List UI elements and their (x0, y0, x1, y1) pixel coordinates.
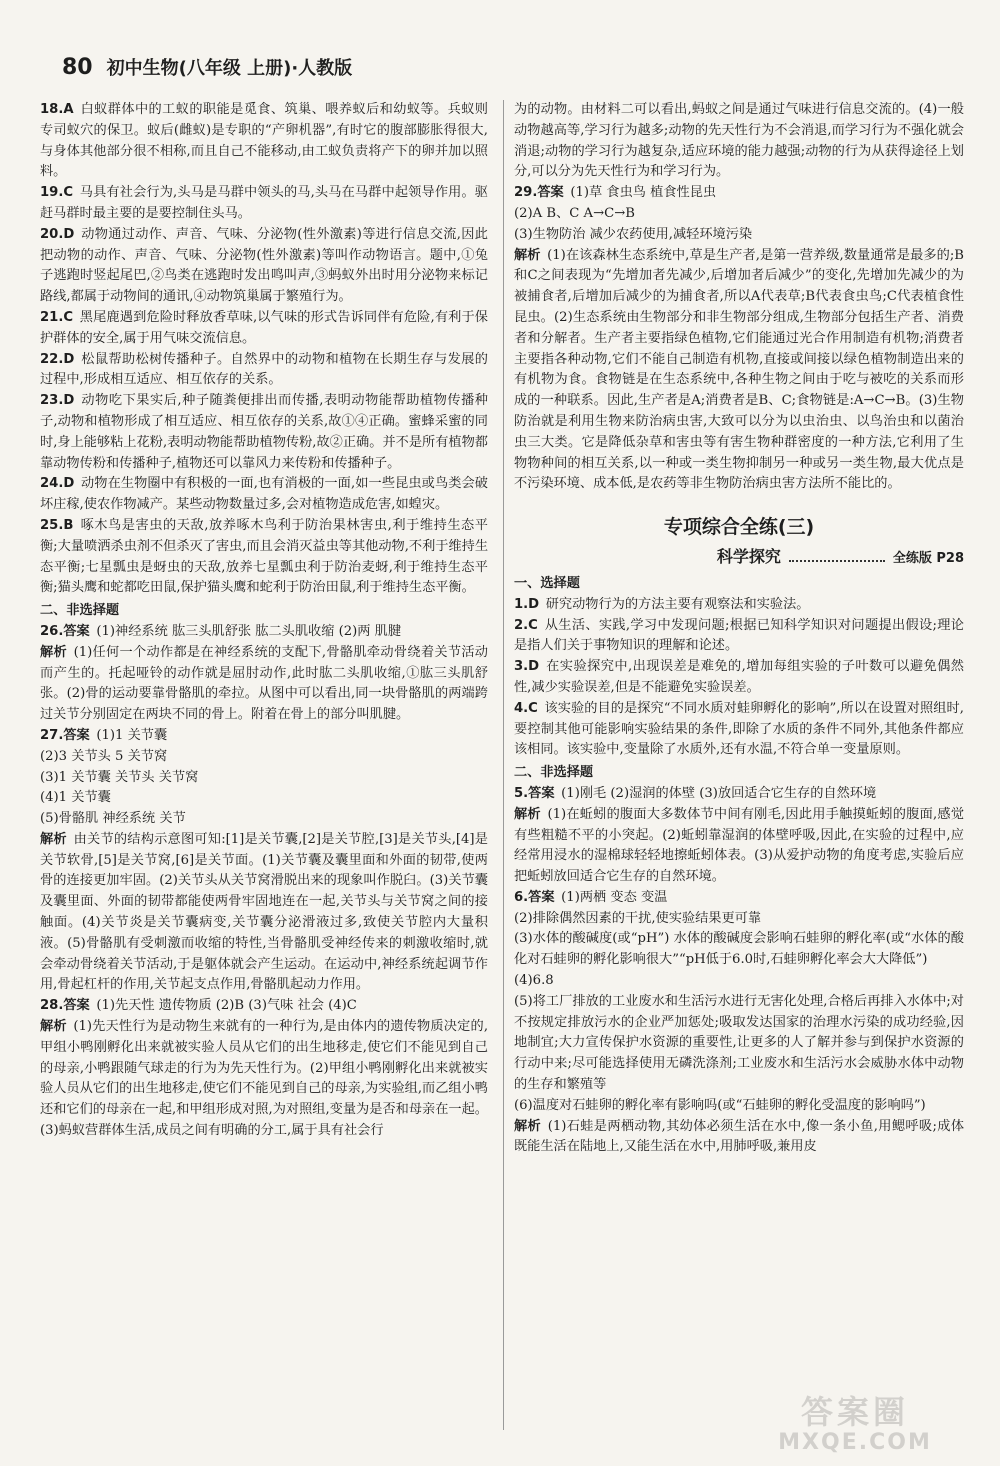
answer-number: 解析 (514, 247, 541, 263)
answer-text: (5)将工厂排放的工业废水和生活污水进行无害化处理,合格后再排入水体中;对不按规定排放污水的企业严加惩处;吸取发达国家的治理水污染的成功经验,因地制宜;大力宣传保护水资源的重要性,让更多的人了解并参与到保护水资源的行动中来;尽可能选择使用无磷洗涤剂;工业废水和生活污水会威胁水体中动物的生存和繁殖等 (514, 993, 964, 1093)
answer-paragraph (40, 1017, 488, 1142)
answer-text: 在实验探究中,出现误差是难免的,增加每组实验的子叶数可以避免偶然性,减少实验误差,但是不能避免实验误差。 (514, 659, 964, 695)
special-practice-title: 专项综合全练(三) (663, 516, 815, 539)
answer-text: 研究动物行为的方法主要有观察法和实验法。 (545, 596, 810, 612)
page-reference: 全练版 P28 (892, 551, 964, 567)
answer-paragraph (40, 643, 488, 726)
answer-text: 松鼠帮助松树传播种子。自然界中的动物和植物在长期生存与发展的过程中,形成相互适应、相互依存的关系。 (40, 351, 488, 388)
answer-text: (1)1 关节囊 (96, 727, 168, 743)
answer-text: (1)神经系统 肱三头肌舒张 肱二头肌收缩 (2)两 肌腱 (96, 623, 402, 639)
answer-text: (1)先天性 遗传物质 (2)B (3)气味 社会 (4)C (96, 998, 357, 1014)
answer-paragraph (40, 516, 488, 599)
answer-paragraph (514, 657, 964, 699)
answer-number: 18.A (40, 102, 74, 117)
site-watermark-logo (720, 1394, 990, 1460)
answer-number: 解析 (514, 806, 541, 822)
section-heading: 一、选择题 (514, 575, 580, 591)
answer-text: (1)草 食虫鸟 植食性昆虫 (570, 185, 717, 201)
answer-number: 5.答案 (514, 785, 555, 801)
running-title: 初中生物(八年级 上册)·人教版 (106, 58, 353, 79)
answer-text: 白蚁群体中的工蚁的职能是觅食、筑巢、喂养蚁后和幼蚁等。兵蚁则专司蚁穴的保卫。蚁后(雌蚁)是专职的“产卵机器”,有时它的腹部膨胀得很大,与身体其他部分很不相称,而且自己不能移动,由工蚁负责将产下的卵并加以照料。 (40, 102, 488, 180)
answer-paragraph (514, 100, 964, 183)
answer-paragraph (514, 183, 964, 204)
answer-paragraph (514, 616, 964, 658)
answer-paragraph (514, 699, 964, 761)
answer-number: 21.C (40, 309, 74, 325)
answer-paragraph (514, 784, 964, 805)
answer-paragraph (514, 246, 964, 496)
answer-text: (1)任何一个动作都是在神经系统的支配下,骨骼肌牵动骨绕着关节活动而产生的。托起哑铃的动作就是屈肘动作,此时肱二头肌收缩,①肱三头肌舒张。(2)骨的运动要靠骨骼肌的牵拉。从图中可以看出,同一块骨骼肌的两端跨过关节分别固定在两块不同的骨上。附着在骨上的部分叫肌腱。 (40, 644, 488, 723)
answer-number: 27.答案 (40, 727, 90, 743)
answer-text: 马具有社会行为,头马是马群中领头的马,头马在马群中起领导作用。驱赶马群时最主要的是要控制住头马。 (40, 185, 488, 221)
answer-paragraph (40, 809, 488, 830)
answer-number: 1.D (514, 596, 540, 612)
answer-paragraph (40, 391, 488, 474)
page-header (62, 54, 960, 90)
answer-paragraph (40, 225, 488, 308)
answer-paragraph (40, 830, 488, 996)
answer-number: 4.C (514, 700, 538, 716)
answer-text: (1)石蛙是两栖动物,其幼体必须生活在水中,像一条小鱼,用鳃呼吸;成体既能生活在陆地上,又能生活在水中,用肺呼吸,兼用皮 (514, 1118, 965, 1155)
answer-paragraph (514, 595, 964, 616)
answer-paragraph (40, 726, 488, 747)
left-column (40, 100, 488, 1142)
answer-text: (2)A B、C A→C→B (514, 205, 635, 221)
answer-paragraph (514, 992, 964, 1096)
answer-paragraph (514, 888, 964, 909)
answer-text: 动物通过动作、声音、气味、分泌物(性外激素)等进行信息交流,因此把动物的动作、声音、气味、分泌物(性外激素)等叫作动物语言。题中,①兔子逃跑时竖起尾巴,②鸟类在逃跑时发出鸣叫声,③蚂蚁外出时用分泌物来标记路线,都属于动物间的通讯,④动物筑巢属于繁殖行为。 (40, 226, 488, 305)
answer-number: 26.答案 (40, 623, 90, 639)
answer-paragraph (40, 788, 488, 809)
watermark-line-2: MXQE.COM (778, 1430, 932, 1455)
answer-paragraph (40, 622, 488, 643)
answer-number: 23.D (40, 393, 75, 409)
subsection-heading-row (514, 547, 964, 570)
answer-text: (6)温度对石蛙卵的孵化率有影响吗(或“石蛙卵的孵化受温度的影响吗”) (514, 1097, 926, 1113)
answer-number: 2.C (514, 617, 538, 633)
answer-paragraph (514, 1117, 964, 1159)
answer-text: (1)在蚯蚓的腹面大多数体节中间有刚毛,因此用手触摸蚯蚓的腹面,感觉有些粗糙不平的小突起。(2)蚯蚓靠湿润的体壁呼吸,因此,在实验的过程中,应经常用浸水的湿棉球轻轻地擦蚯蚓体表。(3)从爱护动物的角度考虑,实验后应把蚯蚓放回适合它生存的自然环境。 (514, 806, 965, 885)
answer-number: 6.答案 (514, 889, 555, 905)
answer-text: (5)骨骼肌 神经系统 关节 (40, 811, 186, 827)
answer-text: 从生活、实践,学习中发现问题;根据已知科学知识对问题提出假设;理论是指人们关于事物知识的理解和论述。 (514, 617, 964, 654)
answer-number: 解析 (40, 831, 67, 847)
watermark-line-1: 答案圈 (800, 1393, 909, 1431)
answer-text: 啄木鸟是害虫的天敌,放养啄木鸟利于防治果林害虫,利于维持生态平衡;大量喷洒杀虫剂不但杀灭了害虫,而且会消灭益虫等其他动物,不利于维持生态平衡;七星瓢虫是蚜虫的天敌,放养七星瓢虫利于防治麦蚜,利于维持生态平衡;猫头鹰和蛇都吃田鼠,保护猫头鹰和蛇利于防治田鼠,利于维持生态平衡。 (40, 517, 489, 596)
answer-text: (4)1 关节囊 (40, 790, 111, 806)
answer-text: 该实验的目的是探究“不同水质对蛙卵孵化的影响”,所以在设置对照组时,要控制其他可能影响实验结果的条件,即除了水质的条件不同外,其他条件都应该相同。该实验中,变量除了水质外,还有水温,不符合单一变量原则。 (514, 700, 964, 758)
answer-number: 19.C (40, 185, 74, 201)
answer-text: (1)刚毛 (2)湿润的体壁 (3)放回适合它生存的自然环境 (561, 785, 877, 801)
answer-text: (3)生物防治 减少农药使用,减轻环境污染 (514, 226, 753, 242)
answer-number: 25.B (40, 517, 74, 533)
answer-number: 28.答案 (40, 998, 90, 1014)
answer-number: 3.D (514, 659, 540, 675)
answer-paragraph (40, 350, 488, 392)
dotted-leader (789, 548, 885, 562)
answer-text: (1)先天性行为是动物生来就有的一种行为,是由体内的遗传物质决定的,甲组小鸭刚孵化出来就被实验人员从它们的出生地移走,使它们不能见到自己的母亲,小鸭跟随气球走的行为为先天性行为。(2)甲组小鸭刚孵化出来就被实验人员从它们的出生地移走,使它们不能见到自己的母亲,为实验组,而乙组小鸭还和它们的母亲在一起,和甲组形成对照,为对照组,变量为是否和母亲在一起。(3)蚂蚁营群体生活,成员之间有明确的分工,属于具有社会行 (40, 1019, 489, 1139)
answer-paragraph (40, 474, 488, 516)
answer-text: 为的动物。由材料二可以看出,蚂蚁之间是通过气味进行信息交流的。(4)一般动物越高等,学习行为越多;动物的先天性行为不会消退,而学习行为不强化就会消退;动物的学习行为越复杂,适应环境的能力越强;动物的行为从获得途径上划分,可以分为先天性行为和学习行为。 (514, 102, 964, 180)
answer-paragraph (514, 204, 964, 225)
answer-text: (3)1 关节囊 关节头 关节窝 (40, 769, 199, 785)
answer-text: (1)在该森林生态系统中,草是生产者,是第一营养级,数量通常是最多的;B和C之间表现为“先增加者先减少,后增加者后减少”的变化,先增加先减少的为被捕食者,后增加后减少的为捕食者,所以A代表草;B代表食虫鸟;C代表植食性昆虫。(2)生态系统由生物部分和非生物部分组成,生物部分包括生产者、消费者和分解者。生产者主要指绿色植物,它们能通过光合作用制造有机物;消费者主要指各种动物,它们不能自己制造有机物,直接或间接以绿色植物制造出来的有机物为食。食物链是在生态系统中,各种生物之间由于吃与被吃的关系而形成的一种联系。因此,生产者是A;消费者是B、C;食物链是:A→C→B。(3)生物防治就是利用生物来防治病虫害,大致可以分为以虫治虫、以鸟治虫和以菌治虫三大类。它是降低杂草和害虫等有害生物种群密度的一种方法,它利用了生物物种间的相互关系,以一种或一类生物抑制另一种或另一类生物,最大优点是不污染环境、成本低,是农药等非生物防治病虫害方法所不能比的。 (514, 247, 964, 492)
answer-number: 24.D (40, 476, 75, 492)
answer-paragraph (40, 996, 488, 1017)
answer-paragraph (514, 929, 964, 971)
answer-paragraph (514, 909, 964, 930)
section-heading: 二、非选择题 (40, 603, 120, 619)
answer-paragraph (514, 225, 964, 246)
answer-number: 解析 (40, 644, 67, 660)
answer-text: 动物在生物圈中有积极的一面,也有消极的一面,如一些昆虫或鸟类会破坏庄稼,使农作物减产。某些动物数量过多,会对植物造成危害,如蝗灾。 (40, 476, 488, 513)
answer-number: 20.D (40, 226, 75, 242)
answer-text: 由关节的结构示意图可知:[1]是关节囊,[2]是关节腔,[3]是关节头,[4]是关节软骨,[5]是关节窝,[6]是关节面。(1)关节囊及囊里面和外面的韧带,使两骨的连接更加牢固。(2)关节头从关节窝滑脱出来的现象叫作脱臼。(3)关节囊及囊里面、外面的韧带都能使两骨牢固地连在一起,关节头与关节窝之间的接触面。(4)关节炎是关节囊病变,关节囊分泌滑液过多,致使关节腔内大量积液。(5)骨骼肌有受刺激而收缩的特性,当骨骼肌受神经传来的刺激收缩时,就会牵动骨绕着关节活动,于是躯体就会产生运动。在运动中,神经系统起调节作用,骨起杠杆的作用,关节起支点作用,骨骼肌起动力作用。 (40, 831, 488, 993)
page-number: 80 (62, 55, 93, 80)
answer-number: 29.答案 (514, 185, 564, 201)
answer-number: 解析 (514, 1118, 542, 1134)
answer-text: 动物吃下果实后,种子随粪便排出而传播,表明动物能帮助植物传播种子,动物和植物形成了相互适应、相互依存的关系,故①④正确。蜜蜂采蜜的同时,身上能够粘上花粉,表明动物能帮助植物传粉,故②正确。并不是所有植物都靠动物传粉和传播种子,植物还可以靠风力来传粉和传播种子。 (40, 393, 488, 471)
answer-text: 黑尾鹿遇到危险时释放香草味,以气味的形式告诉同伴有危险,有利于保护群体的安全,属于用气味交流信息。 (40, 309, 488, 346)
column-divider (503, 100, 504, 1430)
answer-text: (2)3 关节头 5 关节窝 (40, 748, 168, 764)
answer-paragraph (40, 308, 488, 350)
answer-number: 解析 (40, 1019, 67, 1035)
answer-paragraph (40, 183, 488, 225)
answer-paragraph (514, 971, 964, 992)
answer-paragraph (514, 1096, 964, 1117)
answer-paragraph (40, 100, 488, 183)
answer-paragraph (40, 747, 488, 768)
answer-paragraph (40, 768, 488, 789)
answer-text: (4)6.8 (514, 973, 554, 989)
section-heading: 二、非选择题 (514, 765, 594, 781)
answer-text: (2)排除偶然因素的干扰,使实验结果更可靠 (514, 910, 762, 926)
subsection-title: 科学探究 (716, 547, 781, 567)
answer-paragraph (514, 805, 964, 888)
answer-number: 22.D (40, 351, 75, 367)
answer-text: (3)水体的酸碱度(或“pH”) 水体的酸碱度会影响石蛙卵的孵化率(或“水体的酸化对石蛙卵的孵化影响很大”“pH低于6.0时,石蛙卵孵化率会大大降低”) (514, 931, 964, 968)
answer-text: (1)两栖 变态 变温 (561, 889, 668, 905)
right-column (514, 100, 964, 1158)
